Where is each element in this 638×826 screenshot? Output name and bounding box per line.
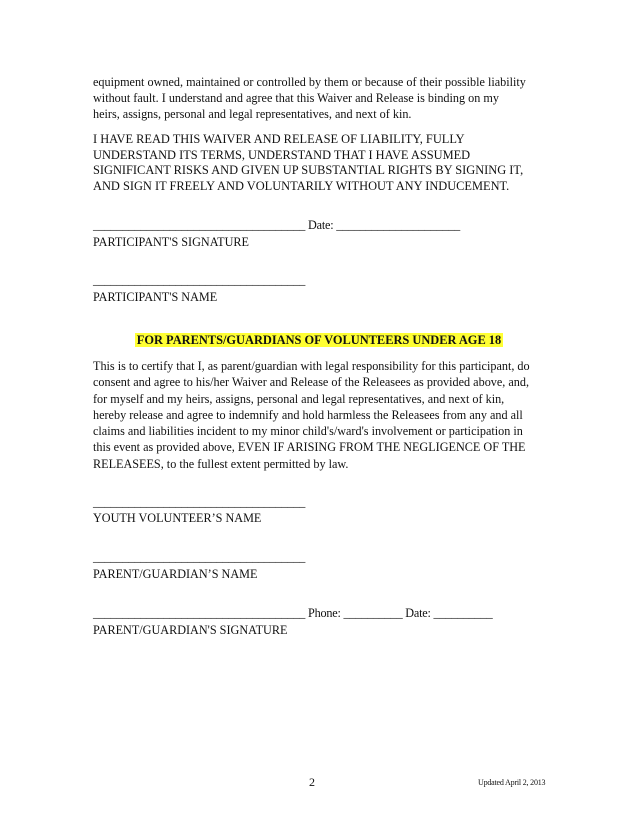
intro-line-2: without fault. I understand and agree that this Waiver and Release is binding on my	[93, 91, 499, 105]
acknowledgment-line-2: UNDERSTAND ITS TERMS, UNDERSTAND THAT I HAVE ASSUMED	[93, 147, 471, 162]
guardian-name-line[interactable]: ____________________________________	[93, 550, 306, 564]
guardian-consent-paragraph	[93, 358, 563, 472]
guardian-line-7: RELEASEES, to the fullest extent permitted by law.	[93, 456, 349, 471]
guardian-line-3: for myself and my heirs, assigns, personal and legal representatives, and next of kin,	[93, 391, 505, 406]
guardian-heading-text: FOR PARENTS/GUARDIANS OF VOLUNTEERS UNDER AGE 18	[136, 333, 502, 347]
acknowledgment-paragraph	[93, 132, 563, 194]
intro-paragraph	[93, 74, 563, 122]
guardian-section-heading	[0, 332, 638, 348]
youth-name-label: YOUTH VOLUNTEER’S NAME	[93, 511, 262, 525]
guardian-line-2: consent and agree to his/her Waiver and Release of the Releasees as provided above, and,	[93, 375, 530, 390]
acknowledgment-line-4: AND SIGN IT FREELY AND VOLUNTARILY WITHOUT ANY INDUCEMENT.	[93, 178, 510, 193]
intro-line-3: heirs, assigns, personal and legal representatives, and next of kin.	[93, 107, 412, 121]
guardian-signature-line[interactable]: ____________________________________ Phone: __________ Date: __________	[93, 606, 493, 620]
participant-name-label: PARTICIPANT'S NAME	[93, 290, 218, 304]
guardian-line-6: this event as provided above, EVEN IF ARISING FROM THE NEGLIGENCE OF THE	[93, 440, 526, 455]
page-number: 2	[309, 775, 315, 789]
guardian-signature-label: PARENT/GUARDIAN'S SIGNATURE	[93, 623, 288, 637]
acknowledgment-line-1: I HAVE READ THIS WAIVER AND RELEASE OF LIABILITY, FULLY	[93, 132, 465, 146]
guardian-name-label: PARENT/GUARDIAN’S NAME	[93, 567, 258, 581]
guardian-line-5: claims and liabilities incident to my minor child's/ward's involvement or participation in	[93, 424, 523, 439]
participant-signature-label: PARTICIPANT'S SIGNATURE	[93, 235, 249, 249]
participant-signature-line[interactable]: ____________________________________ Date: _____________________	[93, 218, 461, 232]
updated-date: Updated April 2, 2013	[478, 778, 546, 787]
participant-name-line[interactable]: ____________________________________	[93, 273, 306, 287]
acknowledgment-line-3: SIGNIFICANT RISKS AND GIVEN UP SUBSTANTIAL RIGHTS BY SIGNING IT,	[93, 163, 524, 177]
guardian-line-4: hereby release and agree to indemnify and hold harmless the Releasees from any and all	[93, 407, 523, 422]
guardian-line-1: This is to certify that I, as parent/guardian with legal responsibility for this participant, do	[93, 359, 530, 373]
youth-name-line[interactable]: ____________________________________	[93, 495, 306, 509]
intro-line-1: equipment owned, maintained or controlled by them or because of their possible liability	[93, 75, 526, 89]
